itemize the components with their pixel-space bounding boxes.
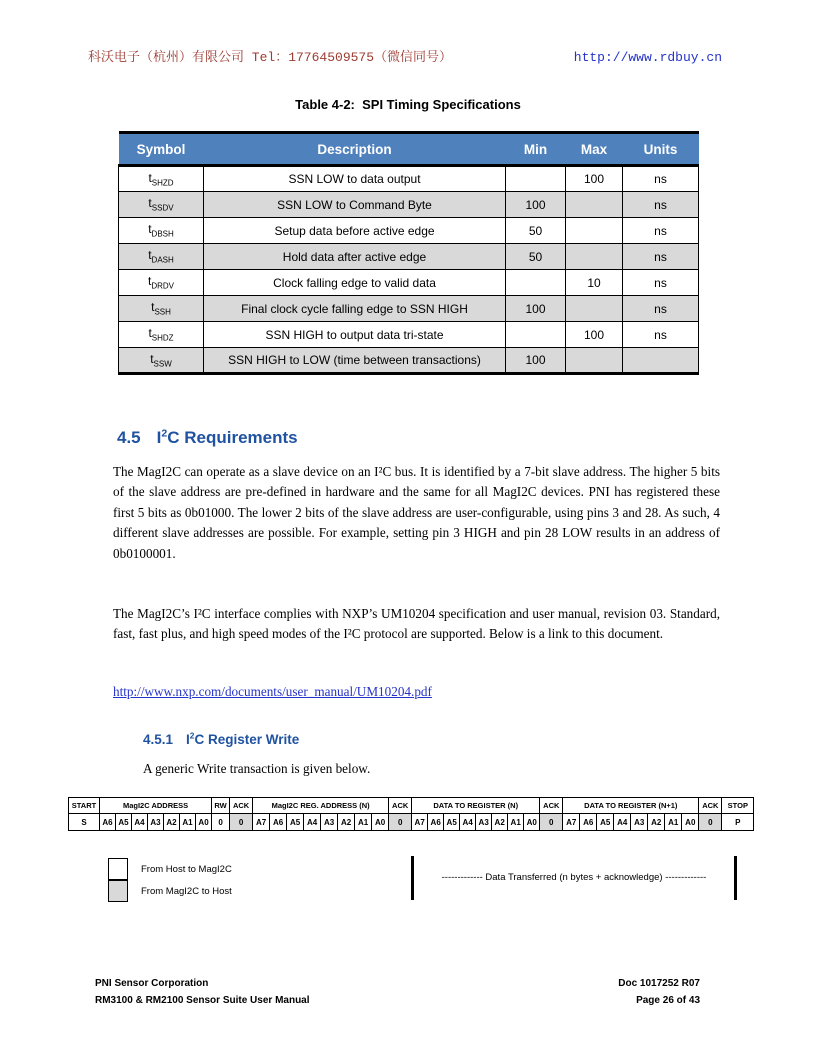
- bit-cell: A5: [597, 814, 614, 831]
- bit-cell: A6: [428, 814, 444, 831]
- bit-cell: A4: [304, 814, 321, 831]
- bit-cell: 0: [540, 814, 563, 831]
- bit-cell: P: [722, 814, 754, 831]
- subsection-intro-text: A generic Write transaction is given below.: [143, 761, 371, 776]
- spi-table-header-row: [119, 133, 699, 166]
- bit-cell: A2: [648, 814, 665, 831]
- min-cell: 50: [506, 218, 566, 244]
- subsection-number: 4.5.1: [143, 731, 174, 747]
- table-row: [119, 270, 699, 296]
- bit-field-label: RW: [212, 798, 230, 814]
- units-cell: ns: [623, 166, 699, 192]
- spi-timing-table: [118, 131, 699, 375]
- bit-cell: A1: [508, 814, 524, 831]
- vendor-website-link[interactable]: http://www.rdbuy.cn: [573, 50, 722, 65]
- bit-cell: A6: [100, 814, 116, 831]
- bit-cell: A6: [270, 814, 287, 831]
- legend-swatch: [108, 858, 128, 880]
- paragraph-i2c-compliance: The MagI2C’s I²C interface complies with NXP’s UM10204 specification and user manual, revision 03. Standard, fast, fast plus, and high speed modes of the I²C protocol are supported. Below is a link to this document.: [113, 606, 720, 642]
- bit-field-label: ACK: [389, 798, 412, 814]
- legend-item: [108, 880, 232, 902]
- symbol-cell: $t_{SSW}$: [119, 348, 204, 374]
- transfer-span-right-bar: [734, 856, 737, 900]
- min-cell: 100: [506, 296, 566, 322]
- max-cell: 10: [566, 270, 623, 296]
- bit-cell: A0: [372, 814, 389, 831]
- footer-page-number: Page 26 of 43: [636, 995, 700, 1006]
- symbol-cell: $t_{DRDV}$: [119, 270, 204, 296]
- column-header-max: Max: [566, 133, 623, 166]
- table-caption: Table 4-2: SPI Timing Specifications: [295, 97, 521, 112]
- description-cell: SSN HIGH to LOW (time between transactions): [204, 348, 506, 374]
- max-cell: [566, 348, 623, 374]
- bit-cell: A7: [563, 814, 580, 831]
- footer-manual-title: RM3100 & RM2100 Sensor Suite User Manual: [95, 995, 310, 1006]
- bit-cell: A6: [580, 814, 597, 831]
- min-cell: [506, 322, 566, 348]
- page-footer: [95, 975, 700, 1009]
- bit-cell: 0: [230, 814, 253, 831]
- units-cell: ns: [623, 192, 699, 218]
- symbol-cell: $t_{SHZD}$: [119, 166, 204, 192]
- bit-cell: 0: [699, 814, 722, 831]
- subsection-heading: [143, 730, 299, 747]
- footer-right: [618, 975, 700, 1009]
- legend-label: From MagI2C to Host: [141, 885, 232, 897]
- max-cell: [566, 244, 623, 270]
- column-header-description: Description: [204, 133, 506, 166]
- min-cell: [506, 166, 566, 192]
- max-cell: 100: [566, 166, 623, 192]
- bit-cell: A1: [355, 814, 372, 831]
- direction-legend: [108, 858, 232, 902]
- bit-cell: A2: [492, 814, 508, 831]
- bit-cell: A2: [164, 814, 180, 831]
- bit-cell: S: [69, 814, 100, 831]
- bit-cell: A0: [524, 814, 540, 831]
- bit-field-label: DATA TO REGISTER (N): [412, 798, 540, 814]
- legend-swatch: [108, 880, 128, 902]
- legend-label: From Host to MagI2C: [141, 863, 232, 875]
- min-cell: [506, 270, 566, 296]
- column-header-min: Min: [506, 133, 566, 166]
- bit-cell: A0: [196, 814, 212, 831]
- bit-cell: A5: [116, 814, 132, 831]
- table-row: [119, 244, 699, 270]
- bit-cell: A5: [444, 814, 460, 831]
- bit-cell: A4: [132, 814, 148, 831]
- units-cell: ns: [623, 296, 699, 322]
- vendor-company-text: 科沃电子（杭州）有限公司 Tel：17764509575（微信同号）: [88, 50, 453, 65]
- symbol-cell: $t_{SSH}$: [119, 296, 204, 322]
- paragraph-i2c-overview: The MagI2C can operate as a slave device on an I²C bus. It is identified by a 7-bit slave address. The higher 5 bits of the slave address are pre-defined in hardware and the same for all MagI2C devices. PNI has registered these first 5 bits as 0b01000. The lower 2 bits of the slave address are user-configurable, using pins 3 and 28. As such, 4 different slave addresses are possible. For example, setting pin 3 HIGH and pin 28 LOW results in an address of 0b0100001.: [113, 464, 720, 561]
- description-cell: SSN HIGH to output data tri-state: [204, 322, 506, 348]
- bit-cell: 0: [212, 814, 230, 831]
- section-title: $I^2C$ Requirements: [156, 427, 298, 447]
- max-cell: [566, 296, 623, 322]
- section-number: 4.5: [117, 427, 141, 447]
- section-heading: [117, 427, 298, 448]
- bit-cell: A1: [665, 814, 682, 831]
- bit-cell: A7: [412, 814, 428, 831]
- bit-field-label: ACK: [230, 798, 253, 814]
- bit-cell: 0: [389, 814, 412, 831]
- subsection-title: $I^2C$ Register Write: [186, 730, 300, 747]
- units-cell: ns: [623, 218, 699, 244]
- description-cell: Setup data before active edge: [204, 218, 506, 244]
- table-row: [119, 348, 699, 374]
- bit-field-label: MagI2C REG. ADDRESS (N): [253, 798, 389, 814]
- vendor-header: [88, 46, 722, 65]
- bit-field-label: START: [69, 798, 100, 814]
- bit-field-label: DATA TO REGISTER (N+1): [563, 798, 699, 814]
- bit-field-label: STOP: [722, 798, 754, 814]
- bit-cell: A3: [631, 814, 648, 831]
- bit-cell: A7: [253, 814, 270, 831]
- min-cell: 100: [506, 348, 566, 374]
- min-cell: 50: [506, 244, 566, 270]
- bit-cell: A3: [148, 814, 164, 831]
- description-cell: Clock falling edge to valid data: [204, 270, 506, 296]
- bit-cell: A5: [287, 814, 304, 831]
- footer-company: PNI Sensor Corporation: [95, 978, 209, 989]
- max-cell: 100: [566, 322, 623, 348]
- units-cell: ns: [623, 322, 699, 348]
- units-cell: ns: [623, 244, 699, 270]
- bit-cell: A0: [682, 814, 699, 831]
- table-row: [119, 296, 699, 322]
- bit-cell: A3: [476, 814, 492, 831]
- max-cell: [566, 218, 623, 244]
- units-cell: ns: [623, 270, 699, 296]
- bit-field-label: ACK: [699, 798, 722, 814]
- i2c-write-transaction-diagram: [68, 797, 754, 831]
- bit-value-row: [69, 814, 754, 831]
- bit-cell: A3: [321, 814, 338, 831]
- min-cell: 100: [506, 192, 566, 218]
- bit-cell: A4: [614, 814, 631, 831]
- bit-field-label: ACK: [540, 798, 563, 814]
- table-row: [119, 192, 699, 218]
- column-header-units: Units: [623, 133, 699, 166]
- description-cell: Final clock cycle falling edge to SSN HIGH: [204, 296, 506, 322]
- footer-left: [95, 975, 310, 1009]
- column-header-symbol: Symbol: [119, 133, 204, 166]
- symbol-cell: $t_{SSDV}$: [119, 192, 204, 218]
- max-cell: [566, 192, 623, 218]
- footer-doc-number: Doc 1017252 R07: [618, 978, 700, 989]
- table-row: [119, 218, 699, 244]
- units-cell: [623, 348, 699, 374]
- description-cell: SSN LOW to data output: [204, 166, 506, 192]
- symbol-cell: $t_{DBSH}$: [119, 218, 204, 244]
- bit-cell: A1: [180, 814, 196, 831]
- nxp-spec-link[interactable]: http://www.nxp.com/documents/user_manual/UM10204.pdf: [113, 684, 432, 699]
- legend-item: [108, 858, 232, 880]
- bit-field-header-row: [69, 798, 754, 814]
- description-cell: Hold data after active edge: [204, 244, 506, 270]
- bit-cell: A4: [460, 814, 476, 831]
- bit-field-label: MagI2C ADDRESS: [100, 798, 212, 814]
- data-transferred-note: ------------- Data Transferred (n bytes + acknowledge) -------------: [441, 872, 707, 883]
- table-row: [119, 166, 699, 192]
- bit-cell: A2: [338, 814, 355, 831]
- table-row: [119, 322, 699, 348]
- symbol-cell: $t_{DASH}$: [119, 244, 204, 270]
- symbol-cell: $t_{SHDZ}$: [119, 322, 204, 348]
- description-cell: SSN LOW to Command Byte: [204, 192, 506, 218]
